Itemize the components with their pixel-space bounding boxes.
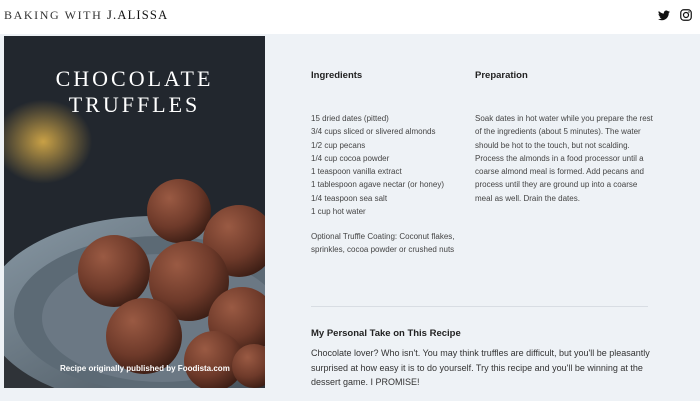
ingredients-list	[311, 112, 461, 218]
ingredient-item: 1 cup hot water	[311, 207, 366, 217]
section-divider	[311, 306, 648, 307]
personal-take-heading: My Personal Take on This Recipe	[311, 328, 461, 339]
ingredient-item: 15 dried dates (pitted)	[311, 114, 389, 123]
recipe-hero-image	[4, 36, 265, 388]
optional-coating-note: Optional Truffle Coating: Coconut flakes, sprinkles, cocoa powder or crushed nuts	[311, 232, 455, 255]
twitter-icon[interactable]	[658, 10, 670, 21]
ingredients-heading: Ingredients	[311, 70, 363, 81]
ingredient-item: 1 tablespoon agave nectar (or honey)	[311, 180, 444, 190]
brand-prefix: BAKING WITH	[4, 8, 107, 22]
site-logo[interactable]	[4, 8, 168, 23]
ingredient-item: 3/4 cups sliced or slivered almonds	[311, 127, 436, 137]
ingredient-item: 1/4 cup cocoa powder	[311, 153, 390, 163]
personal-take-text: Chocolate lover? Who isn't. You may think truffles are difficult, but you'll be pleasantly surprised at how easy it is to do yourself. Try this recipe and you'll be winning at the dessert game. I PROMISE!	[311, 348, 650, 387]
instagram-icon[interactable]	[680, 9, 692, 21]
recipe-title: CHOCOLATE TRUFFLES	[55, 66, 214, 117]
preparation-heading: Preparation	[475, 70, 528, 81]
brand-name: J.ALISSA	[106, 8, 169, 22]
recipe-credit: Recipe originally published by Foodista.com	[60, 364, 230, 373]
ingredient-item: 1/4 teaspoon sea salt	[311, 193, 388, 203]
social-links	[658, 9, 692, 21]
ingredient-item: 1 teaspoon vanilla extract	[311, 167, 402, 177]
ingredient-item: 1/2 cup pecans	[311, 140, 366, 150]
site-header	[0, 0, 700, 34]
preparation-text: Soak dates in hot water while you prepare the rest of the ingredients (about 5 minutes). The water should be hot to the touch, but not scalding. Process the almonds in a food processor until a coarse almond meal is formed. Add pecans and process until they are ground up into a coarse meal as well. Drain the dates.	[475, 114, 653, 203]
